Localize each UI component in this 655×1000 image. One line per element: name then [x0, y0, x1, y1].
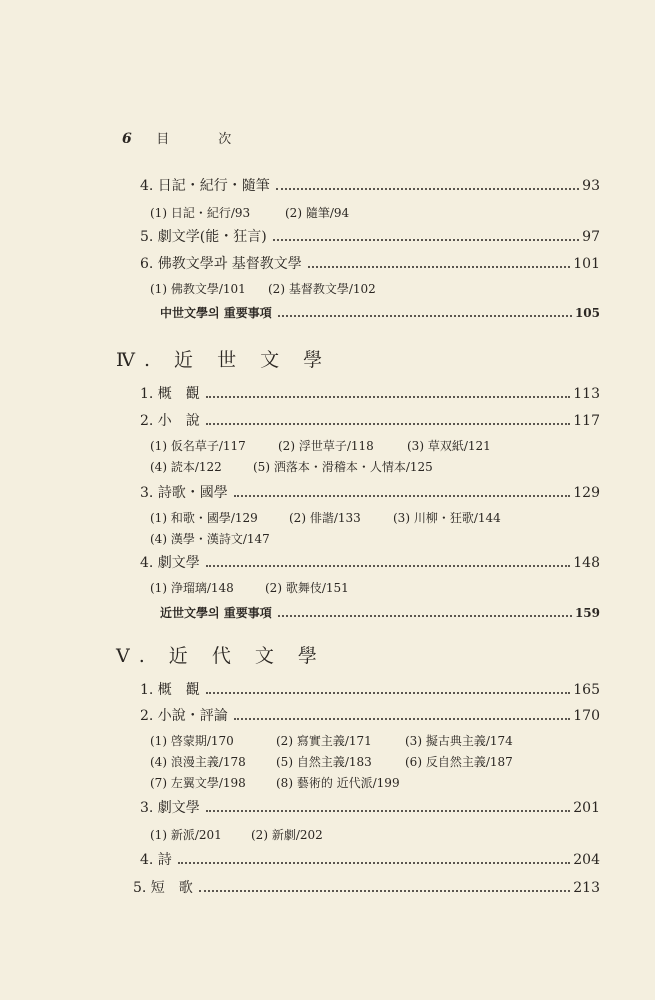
entry-page: 117: [573, 413, 600, 429]
entry-label: 中世文學의 重要事項: [160, 306, 272, 320]
chapter-title: Ⅴ. 近 代 文 學: [116, 645, 326, 667]
toc-entry[interactable]: [140, 482, 600, 502]
sub-entry[interactable]: (2) 新劇/202: [251, 828, 323, 842]
sub-entry[interactable]: (6) 反自然主義/187: [405, 755, 513, 769]
toc-entry[interactable]: [140, 410, 600, 430]
toc-entry-early-modern-summary[interactable]: [160, 604, 600, 621]
toc-entry-drama[interactable]: [140, 226, 600, 246]
leader-dots: [234, 718, 570, 720]
sub-entry[interactable]: (1) 新派/201: [150, 828, 222, 842]
leader-dots: [308, 266, 570, 268]
sub-entry[interactable]: (3) 擬古典主義/174: [405, 734, 513, 748]
sub-entry[interactable]: (7) 左翼文學/198: [150, 776, 246, 790]
entry-page: 129: [573, 485, 600, 501]
page-header: [122, 128, 249, 147]
entry-page: 213: [573, 880, 600, 896]
toc-entry[interactable]: [140, 849, 600, 869]
toc-entry[interactable]: [140, 383, 600, 403]
sub-entry[interactable]: (2) 基督教文學/102: [268, 282, 376, 296]
sub-entry[interactable]: (8) 藝術的 近代派/199: [276, 776, 400, 790]
entry-page: 170: [573, 708, 600, 724]
entry-label: 5. 劇文学(能・狂言): [140, 229, 267, 245]
page-number: 6: [122, 131, 132, 147]
sub-entry[interactable]: (4) 読本/122: [150, 460, 222, 474]
toc-entry-diary[interactable]: [140, 175, 600, 195]
entry-page: 113: [573, 386, 600, 402]
sub-entry[interactable]: (4) 漢學・漢詩文/147: [150, 532, 270, 546]
toc-entry[interactable]: [140, 705, 600, 725]
entry-label: 3. 詩歌・國學: [140, 485, 228, 501]
entry-page: 204: [573, 852, 600, 868]
header-title: 目 次: [156, 132, 250, 147]
entry-label: 3. 劇文學: [140, 800, 200, 816]
sub-entry[interactable]: (1) 和歌・國學/129: [150, 511, 258, 525]
leader-dots: [206, 692, 570, 694]
leader-dots: [178, 862, 570, 864]
chapter-title: Ⅳ. 近 世 文 學: [116, 349, 332, 371]
sub-entry[interactable]: (2) 寫實主義/171: [276, 734, 372, 748]
entry-label: 2. 小 說: [140, 413, 200, 429]
sub-entry[interactable]: (2) 歌舞伎/151: [265, 581, 349, 595]
leader-dots: [206, 423, 570, 425]
toc-entry[interactable]: [133, 877, 600, 897]
entry-page: 93: [582, 178, 600, 194]
sub-entry[interactable]: (3) 草双紙/121: [407, 439, 491, 453]
leader-dots: [273, 239, 579, 241]
entry-page: 165: [573, 682, 600, 698]
entry-label: 4. 劇文學: [140, 555, 200, 571]
leader-dots: [206, 565, 570, 567]
sub-entry[interactable]: (2) 俳諧/133: [289, 511, 361, 525]
sub-entry[interactable]: (1) 啓蒙期/170: [150, 734, 234, 748]
sub-entry[interactable]: (4) 浪漫主義/178: [150, 755, 246, 769]
sub-entry[interactable]: (5) 洒落本・滑稽本・人情本/125: [253, 460, 433, 474]
entry-label: 近世文學의 重要事項: [160, 606, 272, 620]
leader-dots: [206, 396, 570, 398]
entry-label: 4. 詩: [140, 852, 172, 868]
sub-entry[interactable]: (3) 川柳・狂歌/144: [393, 511, 501, 525]
leader-dots: [278, 315, 572, 317]
sub-entry[interactable]: (1) 仮名草子/117: [150, 439, 246, 453]
entry-page: 101: [573, 256, 600, 272]
sub-entry[interactable]: (1) 浄瑠璃/148: [150, 581, 234, 595]
leader-dots: [206, 810, 570, 812]
sub-entry[interactable]: (2) 浮世草子/118: [278, 439, 374, 453]
toc-entry-buddhist[interactable]: [140, 253, 600, 273]
sub-entry[interactable]: (2) 隨筆/94: [285, 206, 350, 220]
chapter-heading[interactable]: [116, 641, 326, 668]
chapter-heading[interactable]: [116, 345, 331, 372]
toc-entry[interactable]: [140, 679, 600, 699]
sub-entry[interactable]: (1) 日記・紀行/93: [150, 206, 251, 220]
entry-page: 105: [574, 306, 600, 320]
entry-page: 201: [573, 800, 600, 816]
entry-label: 5. 短 歌: [133, 880, 193, 896]
leader-dots: [234, 495, 570, 497]
entry-label: 1. 概 觀: [140, 682, 200, 698]
leader-dots: [199, 890, 570, 892]
entry-page: 97: [582, 229, 600, 245]
toc-entry[interactable]: [140, 552, 600, 572]
toc-entry-medieval-summary[interactable]: [160, 304, 600, 321]
entry-label: 6. 佛教文學과 基督教文學: [140, 256, 302, 272]
sub-entry[interactable]: (1) 佛教文學/101: [150, 282, 246, 296]
entry-label: 4. 日記・紀行・隨筆: [140, 178, 270, 194]
sub-entry[interactable]: (5) 自然主義/183: [276, 755, 372, 769]
leader-dots: [276, 188, 579, 190]
leader-dots: [278, 615, 572, 617]
entry-label: 2. 小說・評論: [140, 708, 228, 724]
entry-page: 159: [574, 606, 600, 620]
toc-entry[interactable]: [140, 797, 600, 817]
entry-page: 148: [573, 555, 600, 571]
entry-label: 1. 概 觀: [140, 386, 200, 402]
